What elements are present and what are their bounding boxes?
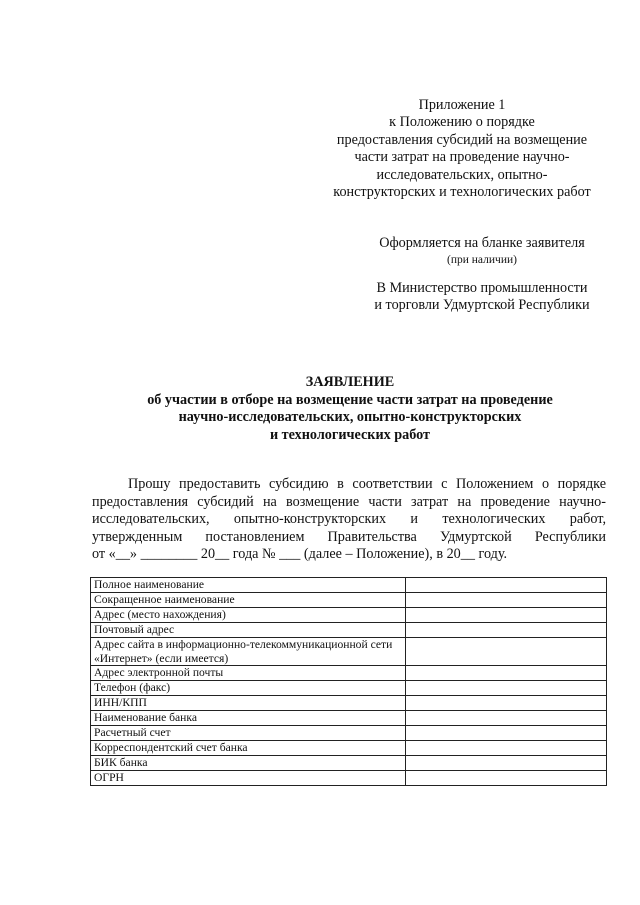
row-label: ИНН/КПП [91,696,406,711]
row-label: БИК банка [91,756,406,771]
letterhead-note [352,235,612,268]
table-row [91,681,607,696]
table-row [91,711,607,726]
letterhead-note-sub: (при наличии) [447,254,517,267]
appendix-line: исследовательских, опытно- [376,166,548,183]
row-value-field[interactable] [405,741,606,756]
row-label: Наименование банка [91,711,406,726]
recipient-line: и торговли Удмуртской Республики [374,297,590,314]
table-row [91,756,607,771]
appendix-header [312,97,612,201]
title-heading: ЗАЯВЛЕНИЕ [305,374,395,390]
table-row [91,696,607,711]
row-value-field[interactable] [405,681,606,696]
paragraph-line: Прошу предоставить субсидию в соответствии с Положением о порядке [128,476,606,492]
title-line: об участии в отборе на возмещение части затрат на проведение [147,391,553,408]
appendix-line: конструкторских и технологических работ [333,184,591,201]
row-value-field[interactable] [405,756,606,771]
table-row [91,666,607,681]
row-label: Телефон (факс) [91,681,406,696]
row-value-field[interactable] [405,726,606,741]
letterhead-note-main: Оформляется на бланке заявителя [379,235,585,251]
row-label: Почтовый адрес [91,623,406,638]
paragraph-line: предоставления субсидий на возмещение части затрат на проведение научно- [92,493,606,510]
row-value-field[interactable] [405,711,606,726]
row-value-field[interactable] [405,666,606,681]
row-label: ОГРН [91,771,406,786]
paragraph-line: исследовательских, опытно-конструкторских и технологических работ, [92,511,606,528]
paragraph-line: утвержденным постановлением Правительства Удмуртской Республики [92,528,606,545]
table-row [91,608,607,623]
row-value-field[interactable] [405,638,606,666]
title-line: научно-исследовательских, опытно-конструкторских [178,409,522,426]
title-line: и технологических работ [269,426,431,443]
row-label: Сокращенное наименование [91,593,406,608]
table-row [91,578,607,593]
row-label: Адрес электронной почты [91,666,406,681]
row-value-field[interactable] [405,608,606,623]
row-label: Корреспондентский счет банка [91,741,406,756]
row-label: Полное наименование [91,578,406,593]
row-value-field[interactable] [405,578,606,593]
row-label: Адрес (место нахождения) [91,608,406,623]
table-row [91,741,607,756]
table-row [91,638,607,666]
request-paragraph [92,476,606,564]
paragraph-line: от «__» ________ 20__ года № ___ (далее – Положение), в 20__ году. [92,546,508,563]
document-title [60,374,640,444]
appendix-line: предоставления субсидий на возмещение [336,131,588,148]
row-value-field[interactable] [405,623,606,638]
recipient-line: В Министерство промышленности [376,280,588,296]
appendix-line: Приложение 1 [418,97,506,113]
appendix-line: части затрат на проведение научно- [354,149,570,166]
table-row [91,593,607,608]
table-row [91,771,607,786]
appendix-line: к Положению о порядке [389,114,535,131]
applicant-info-table [90,577,607,786]
table-row [91,623,607,638]
recipient-block [352,280,612,315]
row-value-field[interactable] [405,771,606,786]
row-label: Расчетный счет [91,726,406,741]
table-row [91,726,607,741]
row-value-field[interactable] [405,593,606,608]
row-value-field[interactable] [405,696,606,711]
row-label: Адрес сайта в информационно-телекоммуникационной сети «Интернет» (если имеется) [91,638,406,666]
